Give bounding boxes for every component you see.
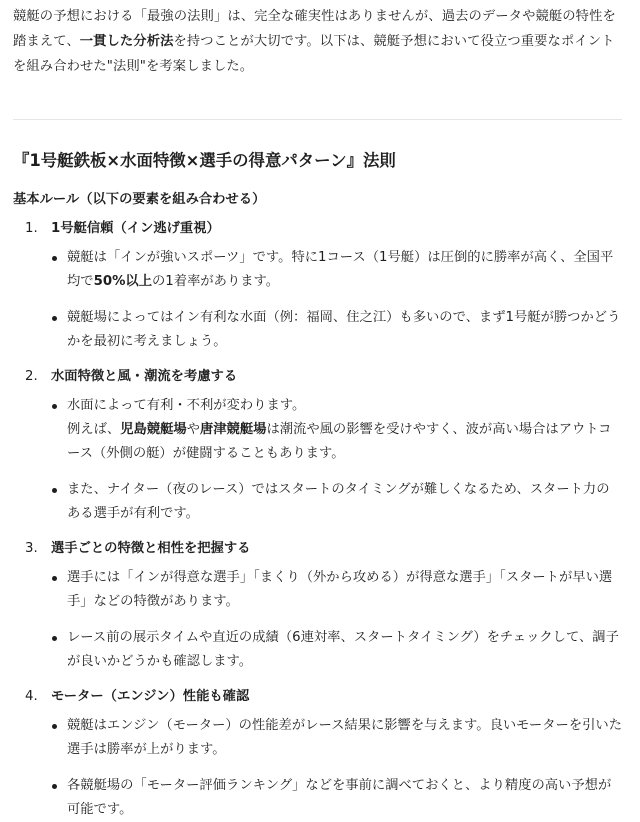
bullet-text-part: の1着率があります。 (152, 274, 280, 289)
rule-bullets (13, 246, 622, 354)
bullet-bold-part: 50%以上 (93, 274, 153, 289)
rule-heading-text: 1号艇信頼（イン逃げ重視） (51, 221, 220, 236)
rule-item (13, 686, 622, 822)
rule-number: 4. (25, 689, 38, 704)
rule-number: 2. (25, 369, 38, 384)
rule-heading-text: 水面特徴と風・潮流を考慮する (51, 369, 238, 384)
rule-heading (13, 686, 622, 708)
bullet-item (13, 566, 622, 614)
section-title: 『1号艇鉄板×水面特徴×選手の得意パターン』法則 (13, 151, 396, 170)
rule-item (13, 366, 622, 526)
bullet-text: 選手には「インが得意な選手」「まくり（外から攻める）が得意な選手」「スタートが早い選手」などの特徴があります。 (67, 570, 613, 609)
bullet-item (13, 774, 622, 822)
bullet-item (13, 306, 622, 354)
bullet-text (67, 246, 622, 294)
intro-paragraph (13, 0, 622, 79)
rule-item (13, 218, 622, 354)
rule-bullets (13, 394, 622, 526)
bullet-item (13, 478, 622, 526)
bullet-dot-icon (52, 724, 57, 729)
rules-list (13, 218, 622, 822)
bullet-item (13, 394, 622, 466)
bullet-dot-icon (52, 488, 57, 493)
rule-item (13, 538, 622, 674)
bullet-text: 各競艇場の「モーター評価ランキング」などを事前に調べておくと、より精度の高い予想が可能です。 (67, 778, 612, 817)
bullet-item (13, 246, 622, 294)
intro-text-1: 競艇の予想における「最強の法則」は、完全な確実性はありませんが、過去のデータや競艇の特性を踏まえて、 (13, 9, 616, 49)
bullet-dot-icon (52, 316, 57, 321)
intro-bold-text: 一貫した分析法 (79, 34, 174, 49)
rule-number: 1. (25, 221, 38, 236)
bullet-bold-part: 児島競艇場 (120, 422, 187, 437)
rule-heading (13, 218, 622, 240)
bullet-dot-icon (52, 636, 57, 641)
rule-heading (13, 538, 622, 560)
bullet-item (13, 626, 622, 674)
rule-heading (13, 366, 622, 388)
bullet-text-part: 例えば、 (67, 422, 121, 437)
bullet-dot-icon (52, 256, 57, 261)
bullet-bold-part: 唐津競艇場 (199, 422, 267, 437)
bullet-dot-icon (52, 576, 57, 581)
rule-heading-text: 選手ごとの特徴と相性を把握する (51, 541, 251, 556)
bullet-item (13, 714, 622, 762)
bullet-text: 競艇場によってはイン有利な水面（例：福岡、住之江）も多いので、まず1号艇が勝つかどうかを最初に考えましょう。 (67, 310, 621, 349)
bullet-text (67, 394, 622, 466)
intro-text-2: を持つことが大切です。以下は、競艇予想において役立つ重要なポイントを組み合わせた"法則"を考案しました。 (13, 34, 615, 74)
bullet-dot-icon (52, 404, 57, 409)
bullet-text: 競艇はエンジン（モーター）の性能差がレース結果に影響を与えます。良いモーターを引いた選手は勝率が上がります。 (67, 718, 623, 757)
section-divider (13, 119, 622, 120)
bullet-text-part: 水面によって有利・不利が変わります。 (67, 398, 306, 413)
rule-bullets (13, 566, 622, 674)
bullet-text-part: は潮流や風の影響を受けやすく、波が高い場合はアウトコース（外側の艇）が健闘することもあります。 (67, 422, 612, 461)
rule-heading-text: モーター（エンジン）性能も確認 (51, 689, 250, 704)
rule-number: 3. (25, 541, 38, 556)
bullet-text: また、ナイター（夜のレース）ではスタートのタイミングが難しくなるため、スタート力のある選手が有利です。 (67, 482, 610, 521)
rule-bullets (13, 714, 622, 822)
basic-rules-heading: 基本ルール（以下の要素を組み合わせる） (13, 192, 266, 207)
bullet-text-part: や (186, 422, 200, 437)
bullet-text: レース前の展示タイムや直近の成績（6連対率、スタートタイミング）をチェックして、調子が良いかどうかも確認します。 (67, 630, 619, 669)
bullet-text-part: 競艇は「インが強いスポーツ」です。特に1コース（1号艇）は圧倒的に勝率が高く、全国平均で (67, 250, 614, 289)
